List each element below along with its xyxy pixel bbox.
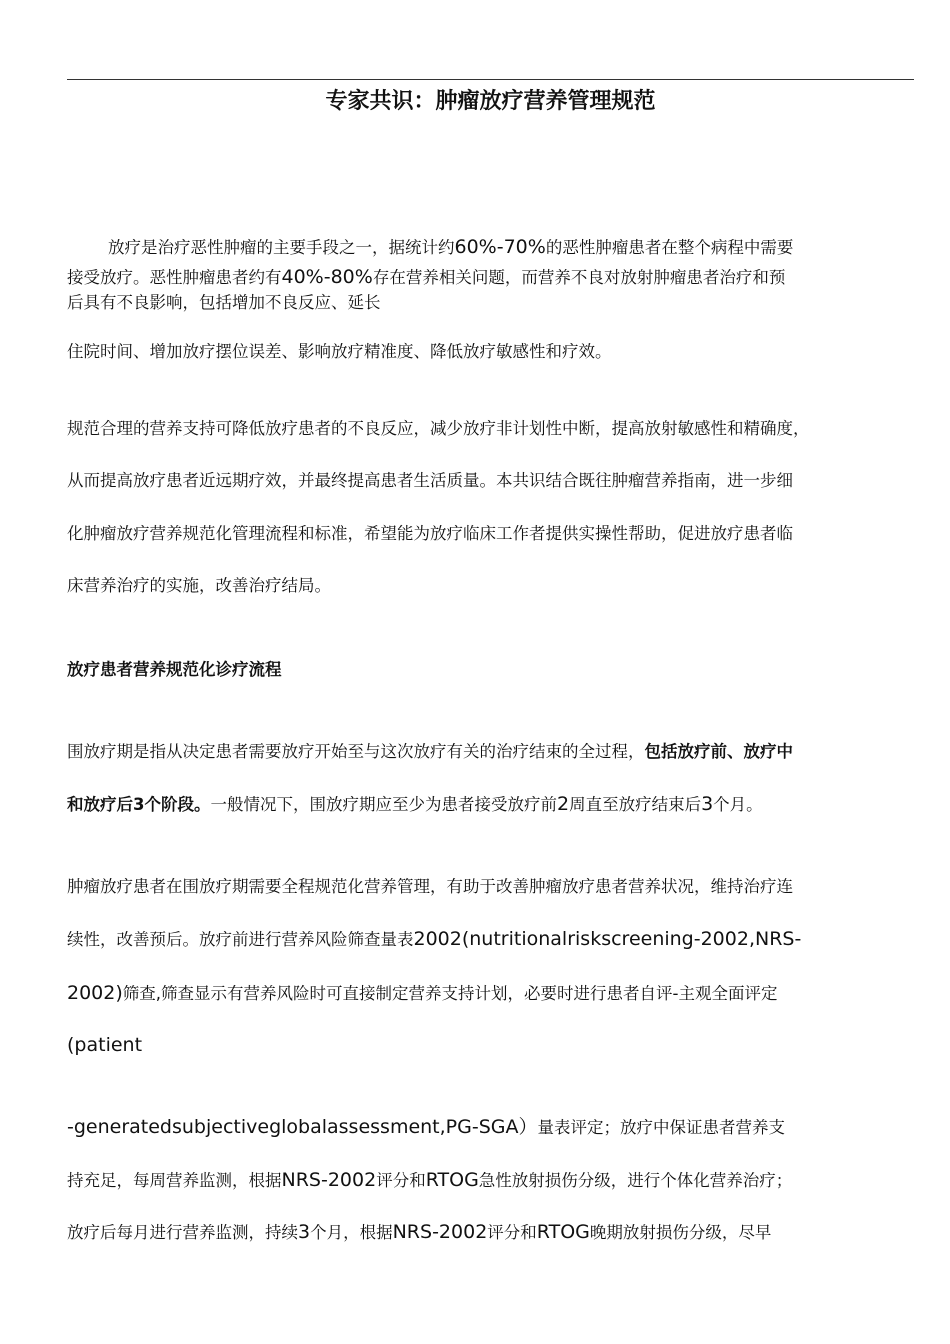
para4-text: 量表评定；放疗中保证患者营养支 (537, 1118, 785, 1137)
para4-text: 评分和 (376, 1171, 426, 1190)
intro-line-2 (67, 266, 785, 289)
para4-line-3 (67, 982, 777, 1005)
para3-text: 个月。 (713, 795, 763, 814)
para3-text: 围放疗期是指从决定患者需要放疗开始至与这次放疗有关的治疗结束的全过程， (67, 742, 645, 761)
para4-line-6 (67, 1169, 792, 1192)
intro-text: 的恶性肿瘤患者在整个病程中需要 (545, 238, 794, 257)
para2-line-1: 规范合理的营养支持可降低放疗患者的不良反应，减少放疗非计划性中断，提高放射敏感性和精确度， (67, 419, 810, 438)
para3-bold-text: 个阶段。 (144, 795, 211, 814)
para2-line-2: 从而提高放疗患者近远期疗效，并最终提高患者生活质量。本共识结合既往肿瘤营养指南，进一步细 (67, 471, 793, 490)
intro-line-4: 住院时间、增加放疗摆位误差、影响放疗精准度、降低放疗敏感性和疗效。 (67, 342, 612, 361)
para4-text: 续性，改善预后。放疗前进行营养风险筛查量表 (67, 930, 414, 949)
para4-text: 放疗后每月进行营养监测，持续 (67, 1223, 298, 1242)
para4-text: 评分和 (487, 1223, 537, 1242)
para3-bold-text: 包括放疗前、放疗中 (644, 742, 793, 761)
para3-line-1 (67, 741, 793, 763)
para4-term: NRS-2002 (281, 1169, 377, 1191)
para4-term: (patient (67, 1034, 143, 1056)
para2-line-3: 化肿瘤放疗营养规范化管理流程和标准，希望能为放疗临床工作者提供实操性帮助，促进放疗患者临 (67, 524, 793, 543)
para4-line-1: 肿瘤放疗患者在围放疗期需要全程规范化营养管理，有助于改善肿瘤放疗患者营养状况，维持治疗连 (67, 877, 793, 896)
para3-text: 周直至放疗结束后 (569, 795, 702, 814)
intro-line-3: 后具有不良影响，包括增加不良反应、延长 (67, 293, 381, 312)
para3-line-2 (67, 793, 763, 816)
para4-term: NRS-2002 (392, 1221, 488, 1243)
para3-number: 3 (701, 793, 714, 815)
para4-term: -generatedsubjectiveglobalassessment,PG-SGA） (67, 1116, 538, 1138)
para4-text: 晚期放射损伤分级，尽早 (589, 1223, 772, 1242)
intro-number: 60%-70% (454, 236, 546, 258)
para4-text: 筛查,筛查显示有营养风险时可直接制定营养支持计划，必要时进行患者自评-主观全面评定 (122, 984, 778, 1003)
para4-number: 3 (298, 1221, 311, 1243)
intro-text: 存在营养相关问题，而营养不良对放射肿瘤患者治疗和预 (372, 268, 786, 287)
para4-text: 急性放射损伤分级，进行个体化营养治疗； (478, 1171, 793, 1190)
para4-text: 个月，根据 (310, 1223, 393, 1242)
para3-bold-text: 和放疗后 (67, 795, 133, 814)
para3-text: 一般情况下，围放疗期应至少为患者接受放疗前 (210, 795, 557, 814)
intro-line-1 (108, 236, 793, 259)
para4-line-4 (67, 1034, 142, 1057)
para3-bold-number: 3 (133, 795, 145, 814)
para4-line-5 (67, 1116, 785, 1139)
para4-term: RTOG (536, 1221, 590, 1243)
para2-line-4: 床营养治疗的实施，改善治疗结局。 (67, 576, 331, 595)
intro-number: 40%-80% (281, 266, 373, 288)
header-rule (67, 79, 914, 80)
para4-term: RTOG (425, 1169, 479, 1191)
para3-number: 2 (556, 793, 570, 815)
para4-term: 2002(nutritionalriskscreening-2002,NRS- (413, 928, 802, 950)
para4-term: 2002) (67, 982, 123, 1004)
para4-text: 持充足，每周营养监测，根据 (67, 1171, 282, 1190)
section-heading: 放疗患者营养规范化诊疗流程 (67, 660, 282, 679)
para4-line-7 (67, 1221, 771, 1244)
para4-line-2 (67, 928, 801, 951)
document-title: 专家共识：肿瘤放疗营养管理规范 (325, 89, 656, 114)
intro-text: 放疗是治疗恶性肿瘤的主要手段之一，据统计约 (108, 238, 455, 257)
intro-text: 接受放疗。恶性肿瘤患者约有 (67, 268, 282, 287)
